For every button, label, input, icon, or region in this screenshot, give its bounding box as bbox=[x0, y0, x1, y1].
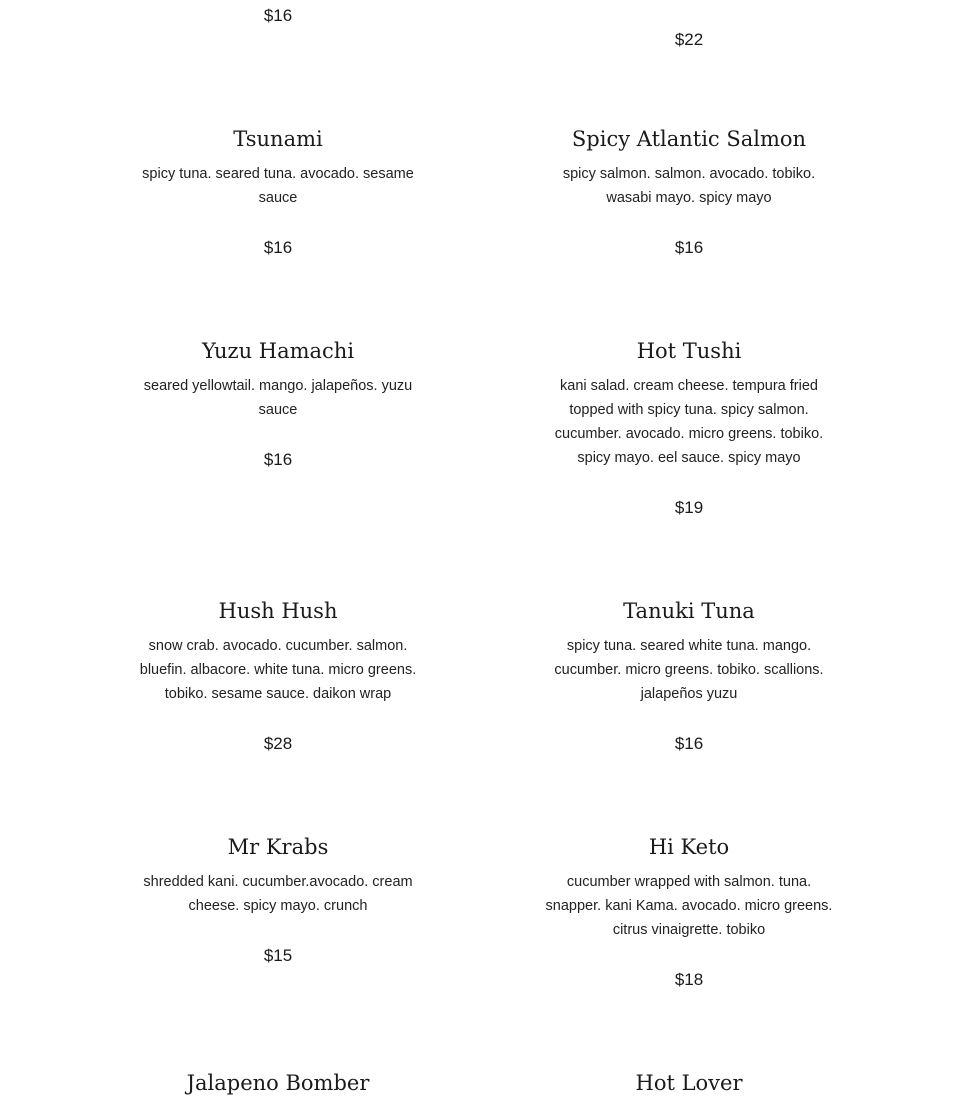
menu-item bbox=[539, 28, 839, 52]
menu-item bbox=[539, 1069, 839, 1106]
item-price: $22 bbox=[674, 30, 704, 49]
item-price: $28 bbox=[263, 734, 293, 753]
menu-item bbox=[128, 337, 428, 472]
item-description: seared yellowtail. mango. jalapeños. yuzu sauce bbox=[143, 378, 413, 418]
item-price: $15 bbox=[263, 946, 293, 965]
item-name: Hot Lover bbox=[635, 1071, 743, 1095]
item-description: cucumber wrapped with salmon. tuna. snapper. kani Kama. avocado. micro greens. citrus vinaigrette. tobiko bbox=[545, 874, 833, 938]
item-name: Jalapeno Bomber bbox=[186, 1071, 370, 1095]
item-description: snow crab. avocado. cucumber. salmon. bluefin. albacore. white tuna. micro greens. tobiko. sesame sauce. daikon wrap bbox=[139, 638, 417, 702]
menu-item bbox=[128, 597, 428, 756]
item-name: Tsunami bbox=[233, 127, 323, 151]
item-price: $18 bbox=[674, 970, 704, 989]
item-description: shredded kani. cucumber.avocado. cream cheese. spicy mayo. crunch bbox=[143, 874, 413, 914]
item-name: Hot Tushi bbox=[636, 339, 742, 363]
item-name: Hi Keto bbox=[648, 835, 730, 859]
menu-item bbox=[539, 597, 839, 756]
menu-item bbox=[539, 833, 839, 992]
item-name: Mr Krabs bbox=[227, 835, 329, 859]
menu-item bbox=[128, 833, 428, 968]
menu-item bbox=[128, 1069, 428, 1106]
item-name: Yuzu Hamachi bbox=[201, 339, 355, 363]
item-description: kani salad. cream cheese. tempura fried topped with spicy tuna. spicy salmon. cucumber. avocado. micro greens. tobiko. spicy mayo. eel sauce. spicy mayo bbox=[554, 378, 824, 466]
menu-item bbox=[128, 125, 428, 260]
menu-item bbox=[539, 125, 839, 260]
item-price: $16 bbox=[674, 238, 704, 257]
menu-item bbox=[539, 337, 839, 520]
item-name: Spicy Atlantic Salmon bbox=[571, 127, 807, 151]
item-name: Tanuki Tuna bbox=[623, 599, 755, 623]
item-price: $16 bbox=[263, 238, 293, 257]
item-name: Hush Hush bbox=[218, 599, 338, 623]
item-description: spicy tuna. seared tuna. avocado. sesame sauce bbox=[142, 166, 414, 206]
item-price: $16 bbox=[674, 734, 704, 753]
item-price: $16 bbox=[263, 6, 293, 25]
item-description: spicy tuna. seared white tuna. mango. cucumber. micro greens. tobiko. scallions. jalapeños yuzu bbox=[554, 638, 824, 702]
item-price: $16 bbox=[263, 450, 293, 469]
item-price: $19 bbox=[674, 498, 704, 517]
item-description: spicy salmon. salmon. avocado. tobiko. wasabi mayo. spicy mayo bbox=[562, 166, 816, 206]
menu-item bbox=[128, 4, 428, 28]
